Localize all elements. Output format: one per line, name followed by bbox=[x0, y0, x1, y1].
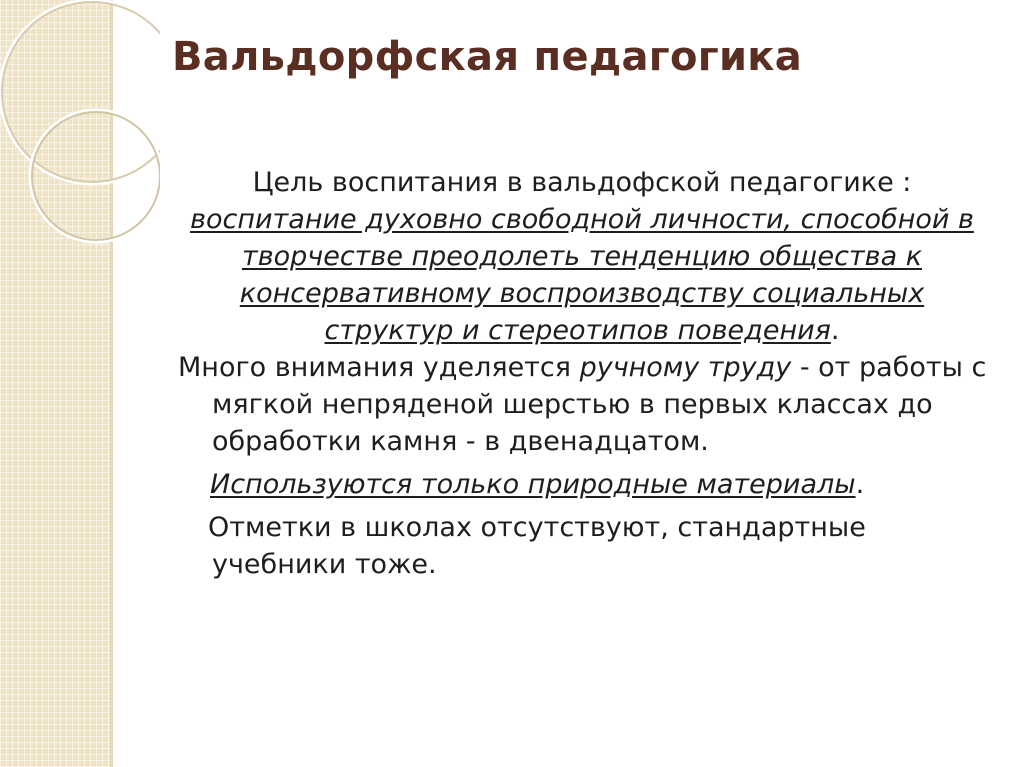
goal-text: воспитание духовно свободной личности, способной в творчестве преодолеть тенденцию общества к консервативному воспроизводству социальных структур и стереотипов поведения bbox=[190, 204, 974, 346]
grades-paragraph bbox=[172, 509, 992, 583]
ring-outer-highlight bbox=[0, 0, 160, 184]
materials-paragraph bbox=[172, 466, 992, 503]
grades-text: Отметки в школах отсутствуют, стандартные учебники тоже. bbox=[208, 512, 866, 580]
slide-title: Вальдорфская педагогика bbox=[172, 34, 803, 80]
goal-end: . bbox=[830, 315, 840, 346]
craft-paragraph bbox=[172, 349, 992, 460]
goal-paragraph bbox=[172, 164, 992, 349]
craft-lead: Много внимания уделяется bbox=[178, 352, 580, 383]
slide-body bbox=[172, 164, 992, 583]
decorative-rings bbox=[0, 0, 160, 260]
goal-lead: Цель воспитания в вальдофской педагогике : bbox=[252, 167, 912, 198]
materials-end: . bbox=[855, 469, 865, 500]
craft-rest: - от работы с мягкой непряденой шерстью в первых классах до обработки камня - в двенадцатом. bbox=[212, 352, 987, 457]
materials-text: Используются только природные материалы bbox=[210, 469, 856, 500]
craft-italic: ручному труду bbox=[579, 352, 792, 383]
